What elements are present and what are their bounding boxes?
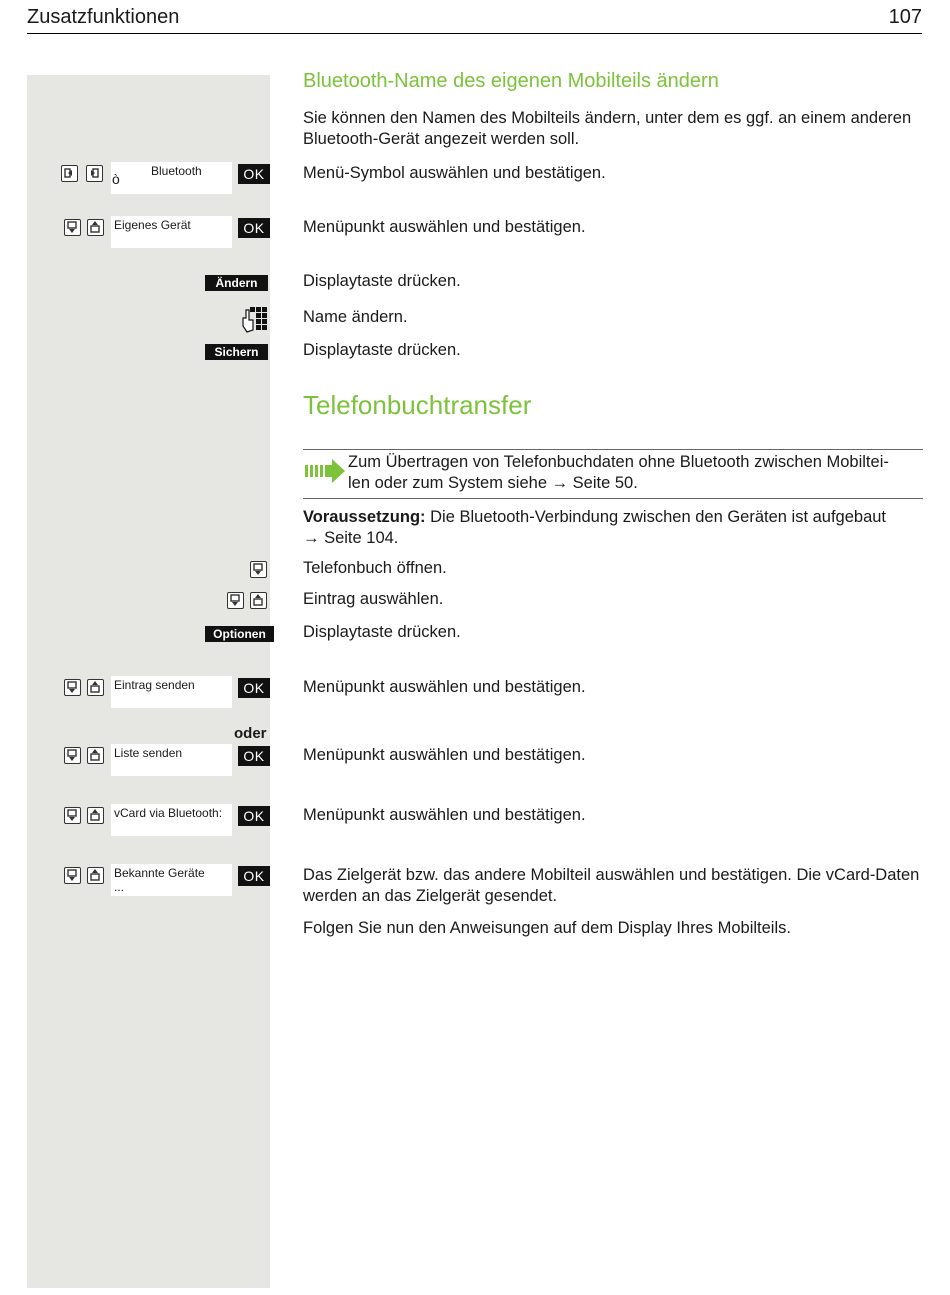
bluetooth-symbol-icon: ò <box>112 171 120 187</box>
display-label: vCard via Bluetooth: <box>114 806 223 820</box>
page-header-title: Zusatzfunktionen <box>27 6 180 28</box>
softkey-optionen[interactable]: Optionen <box>205 626 274 642</box>
step-text: Displaytaste drücken. <box>303 623 461 641</box>
nav-down-key-icon <box>64 219 81 236</box>
nav-down-key-icon <box>64 679 81 696</box>
display-eintrag-senden <box>111 676 232 708</box>
ok-key[interactable]: OK <box>238 806 270 826</box>
step-text: Eintrag auswählen. <box>303 590 444 608</box>
prerequisite <box>303 507 923 549</box>
nav-up-key-icon <box>87 867 104 884</box>
display-label: Eintrag senden <box>114 678 195 692</box>
display-label: Liste senden <box>114 746 183 760</box>
note-line-1: Zum Übertragen von Telefonbuchdaten ohne Bluetooth zwischen Mobiltei- <box>348 453 889 471</box>
display-label: Eigenes Gerät <box>114 218 191 232</box>
page-number: 107 <box>888 6 922 28</box>
header-rule <box>27 33 922 34</box>
section-heading-telefonbuchtransfer: Telefonbuchtransfer <box>303 390 532 420</box>
ok-key[interactable]: OK <box>238 164 270 184</box>
note-text <box>348 452 928 494</box>
step-text: Menü-Symbol auswählen und bestätigen. <box>303 164 606 182</box>
display-bekannte-geraete <box>111 864 232 896</box>
step-text: Menüpunkt auswählen und bestätigen. <box>303 806 586 824</box>
step-text: Menüpunkt auswählen und bestätigen. <box>303 218 586 236</box>
display-liste-senden <box>111 744 232 776</box>
display-label: Bluetooth <box>151 164 202 178</box>
nav-down-key-icon <box>64 867 81 884</box>
step-text: Name ändern. <box>303 308 408 326</box>
nav-up-key-icon <box>250 592 267 609</box>
prereq-label: Voraussetzung: <box>303 508 426 526</box>
oder-label: oder <box>234 725 267 742</box>
note-arrow-icon <box>304 458 346 484</box>
softkey-aendern[interactable]: Ändern <box>205 275 268 291</box>
note-bottom-rule <box>303 498 923 499</box>
nav-down-key-icon <box>250 561 267 578</box>
step-text: Displaytaste drücken. <box>303 341 461 359</box>
display-line-2: ... <box>114 880 125 894</box>
step-text: Displaytaste drücken. <box>303 272 461 290</box>
nav-down-key-icon <box>227 592 244 609</box>
step-text: Menüpunkt auswählen und bestätigen. <box>303 678 586 696</box>
ok-key[interactable]: OK <box>238 746 270 766</box>
nav-down-key-icon <box>64 807 81 824</box>
nav-up-key-icon <box>87 219 104 236</box>
ok-key[interactable]: OK <box>238 218 270 238</box>
note-top-rule <box>303 449 923 450</box>
note-line-2: len oder zum System siehe → Seite 50. <box>348 474 638 492</box>
softkey-sichern[interactable]: Sichern <box>205 344 268 360</box>
section-heading-bluetooth-name: Bluetooth-Name des eigenen Mobilteils ändern <box>303 70 719 92</box>
nav-down-key-icon <box>64 747 81 764</box>
step-text: Das Zielgerät bzw. das andere Mobilteil auswählen und bestätigen. Die vCard-Daten werden an das Zielgerät gesendet. <box>303 866 920 905</box>
prereq-text: Die Bluetooth-Verbindung zwischen den Geräten ist aufgebaut <box>425 508 887 526</box>
display-label: Bekannte Geräte <box>114 866 205 880</box>
section-intro: Sie können den Namen des Mobilteils ändern, unter dem es ggf. an einem anderen Bluetooth-Gerät angezeit werden soll. <box>303 109 912 148</box>
step-text: Menüpunkt auswählen und bestätigen. <box>303 746 586 764</box>
step-text: Telefonbuch öffnen. <box>303 559 447 577</box>
nav-left-key-icon <box>61 165 78 182</box>
ok-key[interactable]: OK <box>238 678 270 698</box>
display-eigenes-geraet <box>111 216 232 248</box>
nav-up-key-icon <box>87 679 104 696</box>
nav-up-key-icon <box>87 807 104 824</box>
closing-text: Folgen Sie nun den Anweisungen auf dem Display Ihres Mobilteils. <box>303 919 791 937</box>
nav-up-key-icon <box>87 747 104 764</box>
nav-right-key-icon <box>86 165 103 182</box>
ok-key[interactable]: OK <box>238 866 270 886</box>
display-bluetooth <box>111 162 232 194</box>
prereq-ref: → Seite 104. <box>303 529 399 547</box>
keypad-icon <box>241 306 269 334</box>
display-vcard-via-bluetooth <box>111 804 232 836</box>
